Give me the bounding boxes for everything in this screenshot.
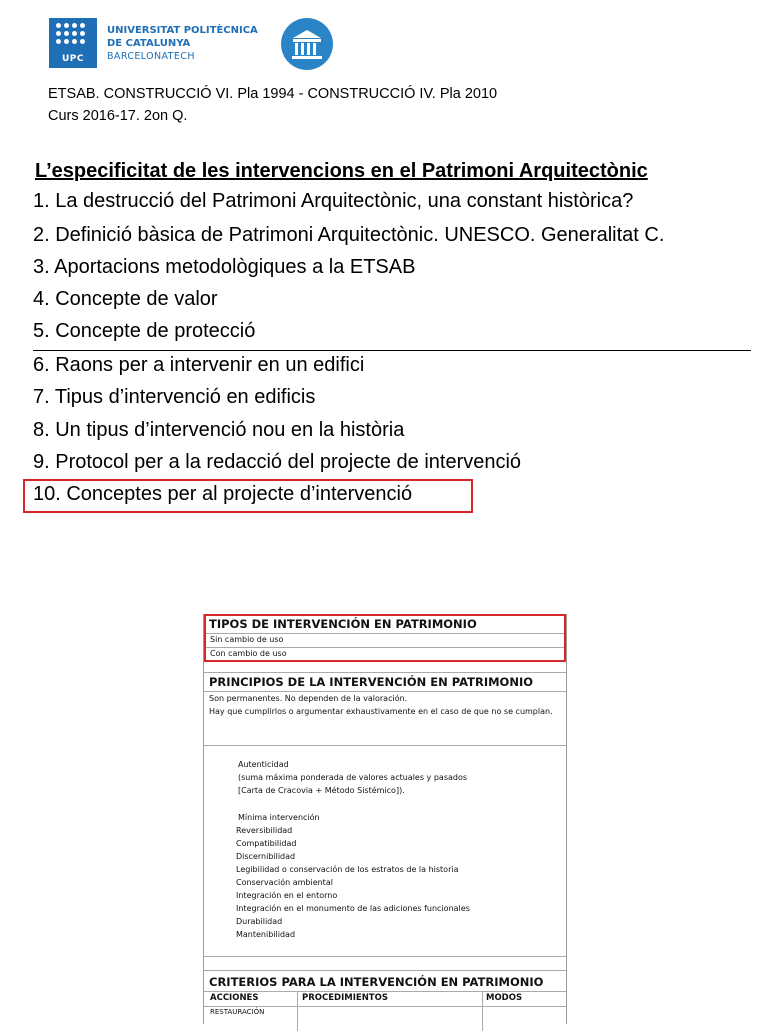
principle-item: Integración en el entorno bbox=[236, 891, 338, 900]
outline-item-8: 8. Un tipus d’intervenció nou en la història bbox=[33, 419, 405, 441]
course-line-2: Curs 2016-17. 2on Q. bbox=[48, 108, 188, 124]
course-line-1: ETSAB. CONSTRUCCIÓ VI. Pla 1994 - CONSTRUCCIÓ IV. Pla 2010 bbox=[48, 86, 498, 102]
table-principios-note: Son permanentes. No dependen de la valoración. bbox=[209, 694, 408, 703]
university-name-line1: UNIVERSITAT POLITÈCNICA bbox=[107, 25, 258, 36]
outline-item-7: 7. Tipus d’intervenció en edificis bbox=[33, 386, 316, 408]
principle-item: Discernibilidad bbox=[236, 852, 296, 861]
outline-item-9: 9. Protocol per a la redacció del projecte de intervenció bbox=[33, 451, 522, 473]
outline-item-6: 6. Raons per a intervenir en un edifici bbox=[33, 354, 365, 376]
table-section-title-criterios: CRITERIOS PARA LA INTERVENCIÓN EN PATRIMONIO bbox=[209, 975, 544, 989]
principle-autenticidad: Autenticidad bbox=[238, 760, 289, 769]
building-emblem-icon bbox=[281, 18, 333, 70]
intervention-table bbox=[203, 614, 567, 1024]
principle-item: Conservación ambiental bbox=[236, 878, 333, 887]
table-row-sin-cambio: Sin cambio de uso bbox=[210, 635, 284, 644]
principle-item: Mínima intervención bbox=[238, 813, 320, 822]
principle-item: Compatibilidad bbox=[236, 839, 297, 848]
table-row-restauracion: RESTAURACIÓN bbox=[210, 1008, 265, 1016]
table-column-acciones: ACCIONES bbox=[210, 993, 259, 1003]
outline-item-4: 4. Concepte de valor bbox=[33, 288, 218, 310]
table-principios-note-2: Hay que cumplirlos o argumentar exhaustivamente en el caso de que no se cumplan. bbox=[209, 707, 553, 716]
outline-item-2: 2. Definició bàsica de Patrimoni Arquitectònic. UNESCO. Generalitat C. bbox=[33, 224, 665, 246]
outline-title: L’especificitat de les intervencions en el Patrimoni Arquitectònic bbox=[35, 160, 648, 182]
principle-autenticidad-note-1: (suma máxima ponderada de valores actuales y pasados bbox=[238, 773, 468, 782]
table-section-title-tipos: TIPOS DE INTERVENCIÓN EN PATRIMONIO bbox=[209, 617, 477, 631]
table-column-procedimientos: PROCEDIMIENTOS bbox=[302, 993, 388, 1003]
table-highlight-box bbox=[204, 614, 566, 662]
upc-logo bbox=[49, 18, 97, 68]
principle-item: Reversibilidad bbox=[236, 826, 293, 835]
outline-item-1: 1. La destrucció del Patrimoni Arquitectònic, una constant històrica? bbox=[33, 190, 634, 212]
principle-autenticidad-note-2: [Carta de Cracovia + Método Sistémico]). bbox=[238, 786, 405, 795]
outline-item-10: 10. Conceptes per al projecte d’intervenció bbox=[33, 483, 413, 505]
logo-badge-text: UPC bbox=[61, 54, 84, 64]
table-column-modos: MODOS bbox=[486, 993, 523, 1003]
principle-item: Legibilidad o conservación de los estratos de la historia bbox=[236, 865, 459, 874]
highlight-box bbox=[23, 479, 473, 513]
table-section-title-principios: PRINCIPIOS DE LA INTERVENCIÓN EN PATRIMONIO bbox=[209, 675, 534, 689]
section-divider bbox=[33, 350, 751, 351]
university-name-line3: BARCELONATECH bbox=[107, 51, 195, 62]
table-row-con-cambio: Con cambio de uso bbox=[210, 649, 287, 658]
university-name bbox=[107, 24, 258, 63]
outline-item-5: 5. Concepte de protecció bbox=[33, 320, 256, 342]
principle-item: Mantenibilidad bbox=[236, 930, 296, 939]
principle-item: Durabilidad bbox=[236, 917, 283, 926]
outline-item-3: 3. Aportacions metodològiques a la ETSAB bbox=[33, 256, 416, 278]
university-name-line2: DE CATALUNYA bbox=[107, 38, 191, 49]
principle-item: Integración en el monumento de las adiciones funcionales bbox=[236, 904, 470, 913]
course-info bbox=[48, 83, 497, 127]
